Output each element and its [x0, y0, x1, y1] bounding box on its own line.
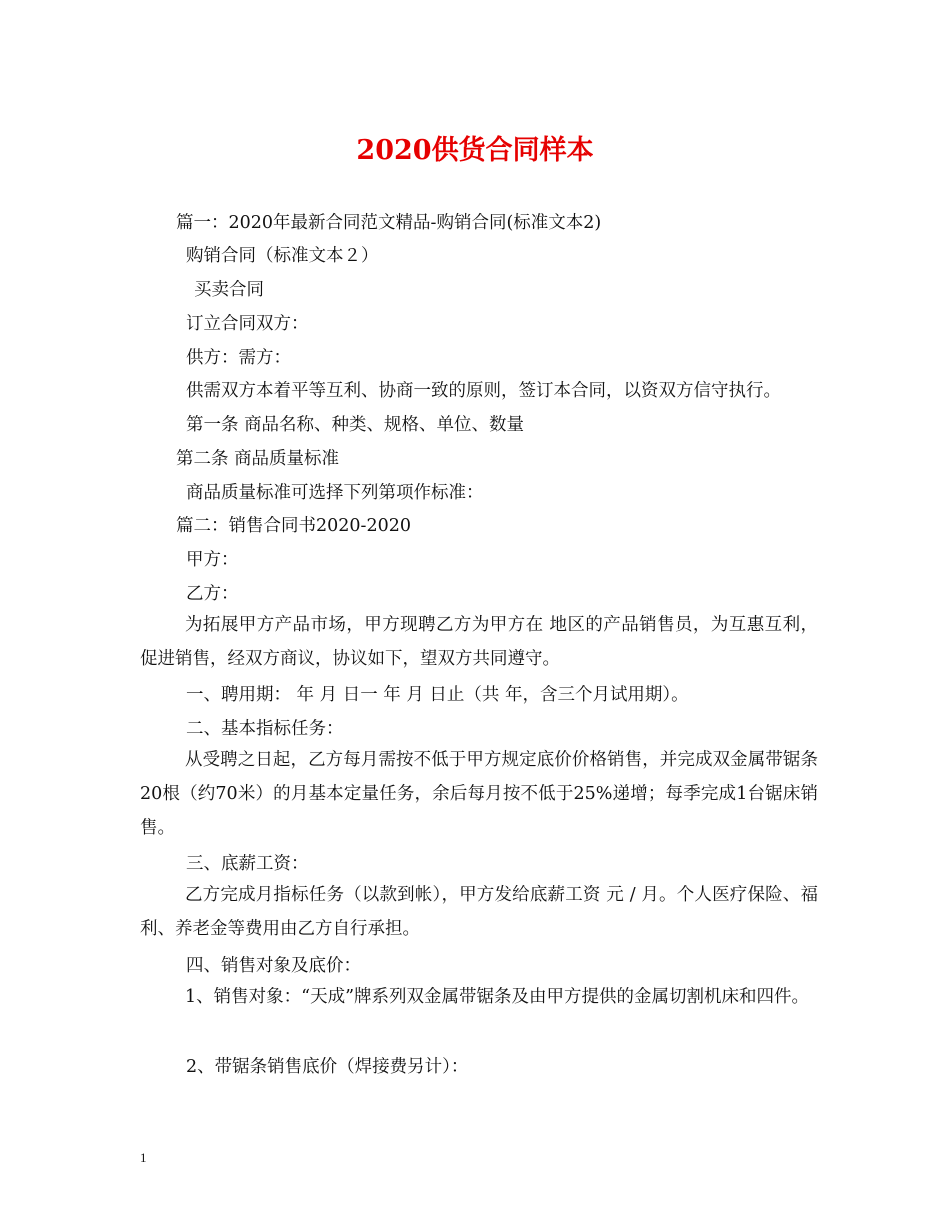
page-number: 1	[140, 1150, 147, 1165]
text-line: 四、销售对象及底价：	[186, 956, 361, 976]
text-line: 供方：需方：	[186, 348, 291, 368]
text-line: 2、带锯条销售底价（焊接费另计）：	[186, 1057, 469, 1077]
text-line: 供需双方本着平等互利、协商一致的原则，签订本合同，以资双方信守执行。	[186, 381, 781, 401]
paragraph: 1、销售对象：“天成”牌系列双金属带锯条及由甲方提供的金属切割机床和四件。	[185, 987, 810, 1007]
paragraph: 从受聘之日起，乙方每月需按不低于甲方规定底价价格销售，并完成双金属带锯条20根（约70米）的月基本定量任务，余后每月按不低于25%递增；每季完成1台锯床销售。	[140, 750, 818, 838]
text-line: 三、底薪工资：	[186, 854, 309, 874]
document-title: 2020供货合同样本	[356, 135, 594, 166]
text-line: 二、基本指标任务：	[186, 719, 344, 739]
paragraph: 为拓展甲方产品市场，甲方现聘乙方为甲方在 地区的产品销售员，为互惠互利，促进销售，经双方商议，协议如下，望双方共同遵守。	[140, 615, 818, 669]
text-line: 甲方：	[186, 550, 239, 570]
text-line: 购销合同（标准文本２）	[186, 246, 379, 266]
text-line: 第二条 商品质量标准	[176, 449, 340, 469]
text-line: 篇一：2020年最新合同范文精品-购销合同(标准文本2)	[176, 213, 602, 233]
text-line: 篇二：销售合同书2020-2020	[176, 516, 411, 536]
paragraph: 乙方完成月指标任务（以款到帐），甲方发给底薪工资 元 / 月。个人医疗保险、福利、养老金等费用由乙方自行承担。	[140, 885, 818, 939]
text-line: 一、聘用期： 年 月 日一 年 月 日止（共 年，含三个月试用期）。	[186, 685, 689, 705]
text-line: 商品质量标准可选择下列第项作标准：	[186, 483, 484, 503]
text-line: 第一条 商品名称、种类、规格、单位、数量	[186, 415, 525, 435]
text-line: 买卖合同	[194, 280, 264, 300]
text-line: 乙方：	[186, 584, 239, 604]
text-line: 订立合同双方：	[186, 314, 309, 334]
